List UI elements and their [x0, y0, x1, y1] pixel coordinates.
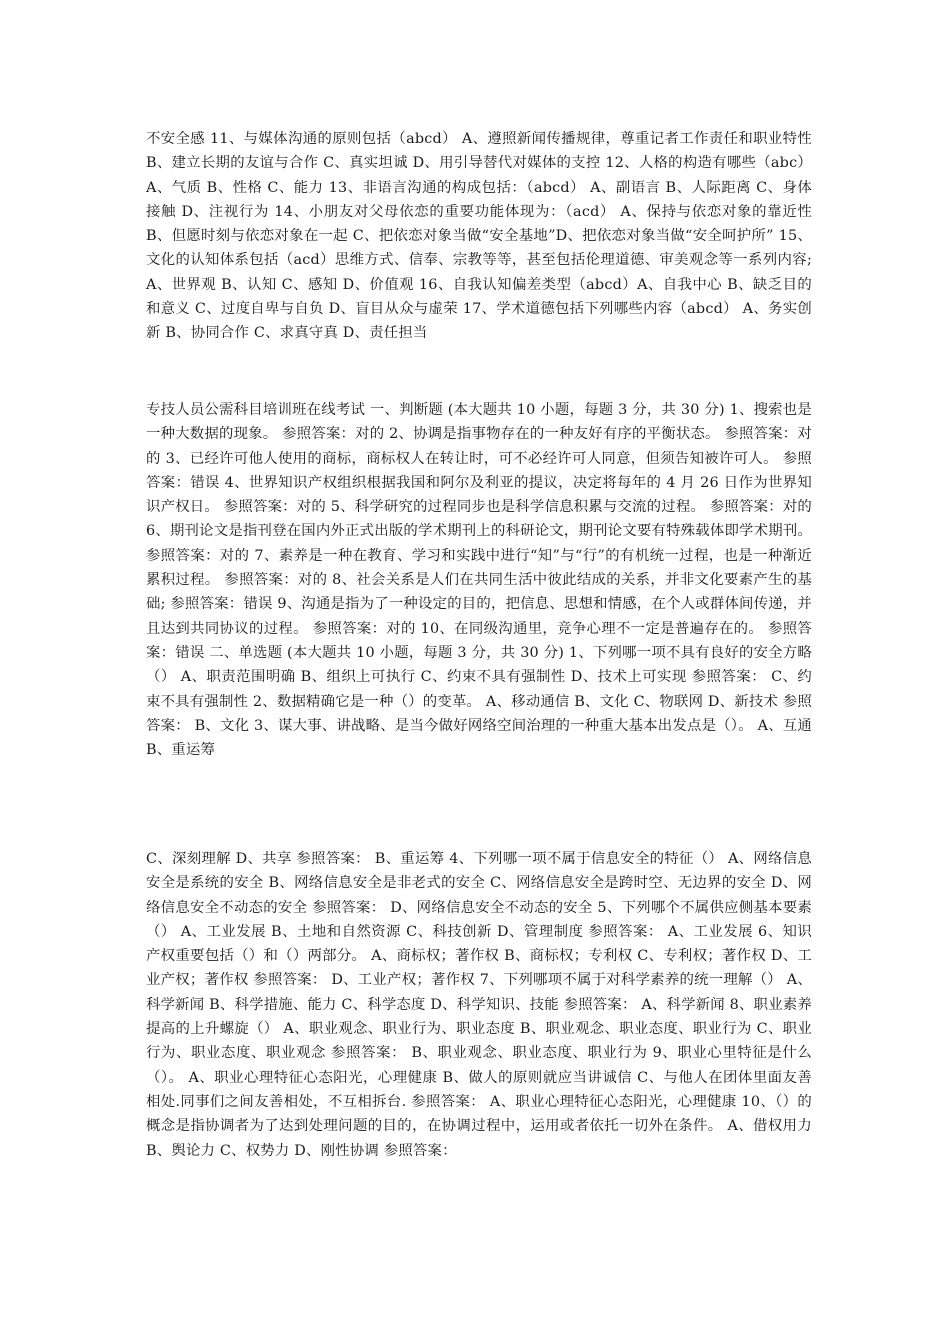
paragraph-exam-judgement-and-single-choice: 专技人员公需科目培训班在线考试 一、判断题 (本大题共 10 小题，每题 3 分，共 30 分) 1、搜索也是一种大数据的现象。 参照答案：对的 2、协调是指事物存在的一种友好有序的平衡状态。 参照答案：对的 3、已经许可他人使用的商标，商标权人在转让时，可不必经许可人同意，但须告知被许可人。 参照答案：错误 4、世界知识产权组织根据我国和阿尔及利亚的提议，决定将每年的 4 月 26 日作为世界知识产权日。 参照答案：对的 5、科学研究的过程同步也是科学信息积累与交流的过程。 参照答案：对的 6、期刊论文是指刊登在国内外正式出版的学术期刊上的科研论文，期刊论文要有特殊载体即学术期刊。 参照答案：对的 7、素养是一种在教育、学习和实践中进行“知”与“行”的有机统一过程，也是一种渐近累积过程。 参照答案：对的 8、社会关系是人们在共同生活中彼此结成的关系，并非文化要素产生的基础; 参照答案：错误 9、沟通是指为了一种设定的目的，把信息、思想和情感，在个人或群体间传递，并且达到共同协议的过程。 参照答案：对的 10、在同级沟通里，竞争心理不一定是普遍存在的。 参照答案：错误 二、单选题 (本大题共 10 小题，每题 3 分，共 30 分) 1、下列哪一项不具有良好的安全方略（） A、职责范围明确 B、组织上可执行 C、约束不具有强制性 D、技术上可实现 参照答案： C、约束不具有强制性 2、数据精确它是一种（）的变革。 A、移动通信 B、文化 C、物联网 D、新技术 参照答案： B、文化 3、谋大事、讲战略、是当今做好网络空间治理的一种重大基本出发点是（）。 A、互通 B、重运筹	[146, 402, 812, 759]
paragraph-single-choice-continuation: C、深刻理解 D、共享 参照答案： B、重运筹 4、下列哪一项不属于信息安全的特征（） A、网络信息安全是系统的安全 B、网络信息安全是非老式的安全 C、网络信息安全是跨时空、无边界的安全 D、网络信息安全不动态的安全 参照答案： D、网络信息安全不动态的安全 5、下列哪个不属供应侧基本要素（） A、工业发展 B、土地和自然资源 C、科技创新 D、管理制度 参照答案： A、工业发展 6、知识产权重要包括（）和（）两部分。 A、商标权；著作权 B、商标权；专利权 C、专利权；著作权 D、工业产权；著作权 参照答案： D、工业产权；著作权 7、下列哪项不属于对科学素养的统一理解（） A、科学新闻 B、科学措施、能力 C、科学态度 D、科学知识、技能 参照答案： A、科学新闻 8、职业素养提高的上升螺旋（） A、职业观念、职业行为、职业态度 B、职业观念、职业态度、职业行为 C、职业行为、职业态度、职业观念 参照答案： B、职业观念、职业态度、职业行为 9、职业心里特征是什么（）。 A、职业心理特征心态阳光，心理健康 B、做人的原则就应当讲诚信 C、与他人在团体里面友善相处.同事们之间友善相处，不互相拆台. 参照答案： A、职业心理特征心态阳光，心理健康 10、（）的概念是指协调者为了达到处理问题的目的，在协调过程中，运用或者依托一切外在条件。 A、借权用力 B、舆论力 C、权势力 D、刚性协调 参照答案：	[146, 851, 812, 1159]
paragraph-multi-choice-continuation: 不安全感 11、与媒体沟通的原则包括（abcd） A、遵照新闻传播规律，尊重记者工作责任和职业特性 B、建立长期的友谊与合作 C、真实坦诚 D、用引导替代对媒体的支控 12、人格的构造有哪些（abc） A、气质 B、性格 C、能力 13、非语言沟通的构成包括：（abcd） A、副语言 B、人际距离 C、身体接触 D、注视行为 14、小朋友对父母依恋的重要功能体现为：（acd） A、保持与依恋对象的靠近性 B、但愿时刻与依恋对象在一起 C、把依恋对象当做“安全基地”D、把依恋对象当做“安全呵护所” 15、文化的认知体系包括（acd）思维方式、信奉、宗教等等，甚至包括伦理道德、审美观念等一系列内容; A、世界观 B、认知 C、感知 D、价值观 16、自我认知偏差类型（abcd）A、自我中心 B、缺乏目的和意义 C、过度自卑与自负 D、盲目从众与虚荣 17、学术道德包括下列哪些内容（abcd） A、务实创新 B、协同合作 C、求真守真 D、责任担当	[146, 131, 812, 342]
